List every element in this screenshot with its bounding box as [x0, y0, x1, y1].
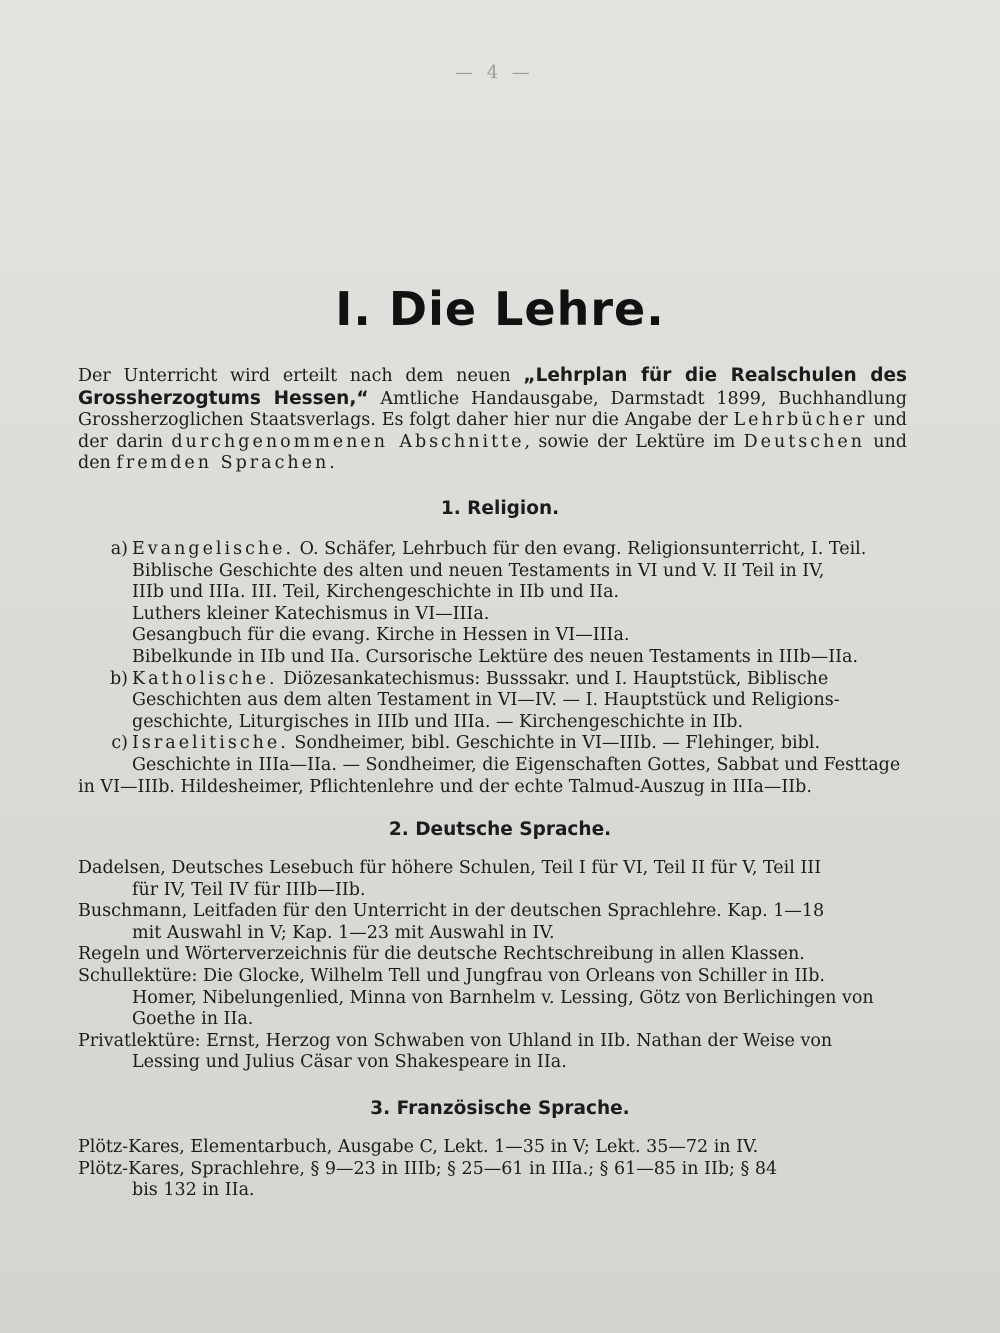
denomination-name: Israelitische.	[132, 733, 289, 754]
denomination-name: Katholische.	[132, 668, 278, 689]
franz-section	[78, 1137, 961, 1202]
intro-rest2: , sowie der Lektüre im	[524, 431, 744, 452]
deutsch-entry-continuation: mit Auswahl in V; Kap. 1—23 mit Auswahl in IV.	[132, 922, 555, 943]
intro-paragraph	[78, 365, 907, 475]
religion-line	[132, 625, 961, 647]
religion-line	[110, 539, 961, 561]
deutsch-entry-continuation: Goethe in IIa.	[132, 1009, 254, 1030]
religion-line	[132, 647, 961, 669]
deutsch-entry: Buschmann, Leitfaden für den Unterricht in der deutschen Sprachlehre. Kap. 1—18	[78, 901, 825, 922]
section-heading-religion: 1. Religion.	[440, 498, 560, 519]
deutsch-entry: Regeln und Wörterverzeichnis für die deutsche Rechtschreibung in allen Klassen.	[78, 944, 805, 965]
line-text: geschichte, Liturgisches in IIIb und IIIa. — Kirchengeschichte in IIb.	[132, 711, 744, 732]
line-text: IIIb und IIIa. III. Teil, Kirchengeschichte in IIb und IIa.	[132, 582, 620, 603]
religion-line	[132, 604, 961, 626]
deutsch-entry-continuation: Lessing und Julius Cäsar von Shakespeare in IIa.	[132, 1052, 567, 1073]
intro-spaced-4: fremden Sprachen	[116, 453, 330, 474]
line-text: Biblische Geschichte des alten und neuen Testaments in VI und V. II Teil in IV,	[132, 560, 825, 581]
denomination-name: Evangelische.	[132, 539, 295, 559]
line-text: Bibelkunde in IIb und IIa. Cursorische Lektüre des neuen Testaments in IIIb—IIa.	[132, 646, 859, 667]
deutsch-entry: Privatlektüre: Ernst, Herzog von Schwaben von Uhland in IIb. Nathan der Weise von	[78, 1030, 833, 1051]
religion-line	[111, 733, 961, 755]
page-number: — 4 —	[455, 62, 534, 83]
line-text: Geschichte in IIIa—IIa. — Sondheimer, die Eigenschaften Gottes, Sabbat und Festtage	[132, 754, 901, 775]
deutsch-entry-continuation: für IV, Teil IV für IIIb—IIb.	[132, 879, 366, 900]
list-label: b)	[109, 668, 128, 689]
line-text: Luthers kleiner Katechismus in VI—IIIa.	[132, 603, 490, 624]
religion-line	[132, 712, 961, 734]
section-heading-deutsch: 2. Deutsche Sprache.	[388, 819, 612, 840]
intro-and: und den	[78, 431, 907, 474]
intro-plan-title: „Lehrplan für die Realschulen des Grossherzogtums Hessen,“	[78, 365, 907, 409]
franz-entry-continuation: bis 132 in IIa.	[132, 1180, 255, 1201]
religion-section	[78, 539, 961, 798]
intro-lead: Der Unterricht wird erteilt nach dem neuen	[78, 366, 524, 386]
line-text: Sondheimer, bibl. Geschichte in VI—IIIb. — Flehinger, bibl.	[288, 733, 821, 754]
intro-rest1: Amtliche Handausgabe, Darmstadt 1899, Buchhandlung Grossherzoglichen Staatsverlags. Es folgt daher hier nur die Angabe der	[78, 388, 907, 431]
franz-entry: Plötz-Kares, Sprachlehre, § 9—23 in IIIb; § 25—61 in IIIa.; § 61—85 in IIb; § 84	[78, 1158, 778, 1179]
section-heading-franz: 3. Französische Sprache.	[370, 1098, 630, 1119]
line-text: Gesangbuch für die evang. Kirche in Hessen in VI—IIIa.	[132, 625, 630, 646]
line-text: Geschichten aus dem alten Testament in VI—IV. — I. Hauptstück und Religions-	[132, 690, 840, 711]
deutsch-section	[78, 858, 961, 1074]
religion-line	[132, 690, 961, 712]
intro-spaced-3: Deutschen	[743, 431, 865, 452]
line-text: in VI—IIIb. Hildesheimer, Pflichtenlehre und der echte Talmud-Auszug in IIIa—IIb.	[78, 776, 812, 797]
page-title: I. Die Lehre.	[335, 282, 665, 336]
line-text: O. Schäfer, Lehrbuch für den evang. Religionsunterricht, I. Teil.	[294, 539, 867, 559]
religion-line	[132, 755, 961, 777]
religion-line	[109, 668, 961, 691]
religion-line	[78, 777, 961, 799]
franz-entry: Plötz-Kares, Elementarbuch, Ausgabe C, Lekt. 1—35 in V; Lekt. 35—72 in IV.	[78, 1137, 759, 1157]
deutsch-entry-continuation: Homer, Nibelungenlied, Minna von Barnhelm v. Lessing, Götz von Berlichingen von	[132, 987, 874, 1008]
intro-mid: und der darin	[78, 410, 907, 452]
list-label: a)	[110, 539, 128, 559]
line-text: Diözesankatechismus: Busssakr. und I. Hauptstück, Biblische	[277, 668, 829, 689]
deutsch-entry: Schullektüre: Die Glocke, Wilhelm Tell und Jungfrau von Orleans von Schiller in IIb.	[78, 965, 825, 986]
religion-line	[132, 561, 961, 583]
intro-spaced-1: Lehrbücher	[733, 410, 868, 431]
deutsch-entry: Dadelsen, Deutsches Lesebuch für höhere Schulen, Teil I für VI, Teil II für V, Teil III	[78, 858, 822, 878]
religion-line	[132, 582, 961, 604]
intro-end: .	[329, 453, 335, 474]
list-label: c)	[111, 733, 128, 754]
intro-spaced-2: durchgenommenen Abschnitte	[171, 431, 525, 452]
